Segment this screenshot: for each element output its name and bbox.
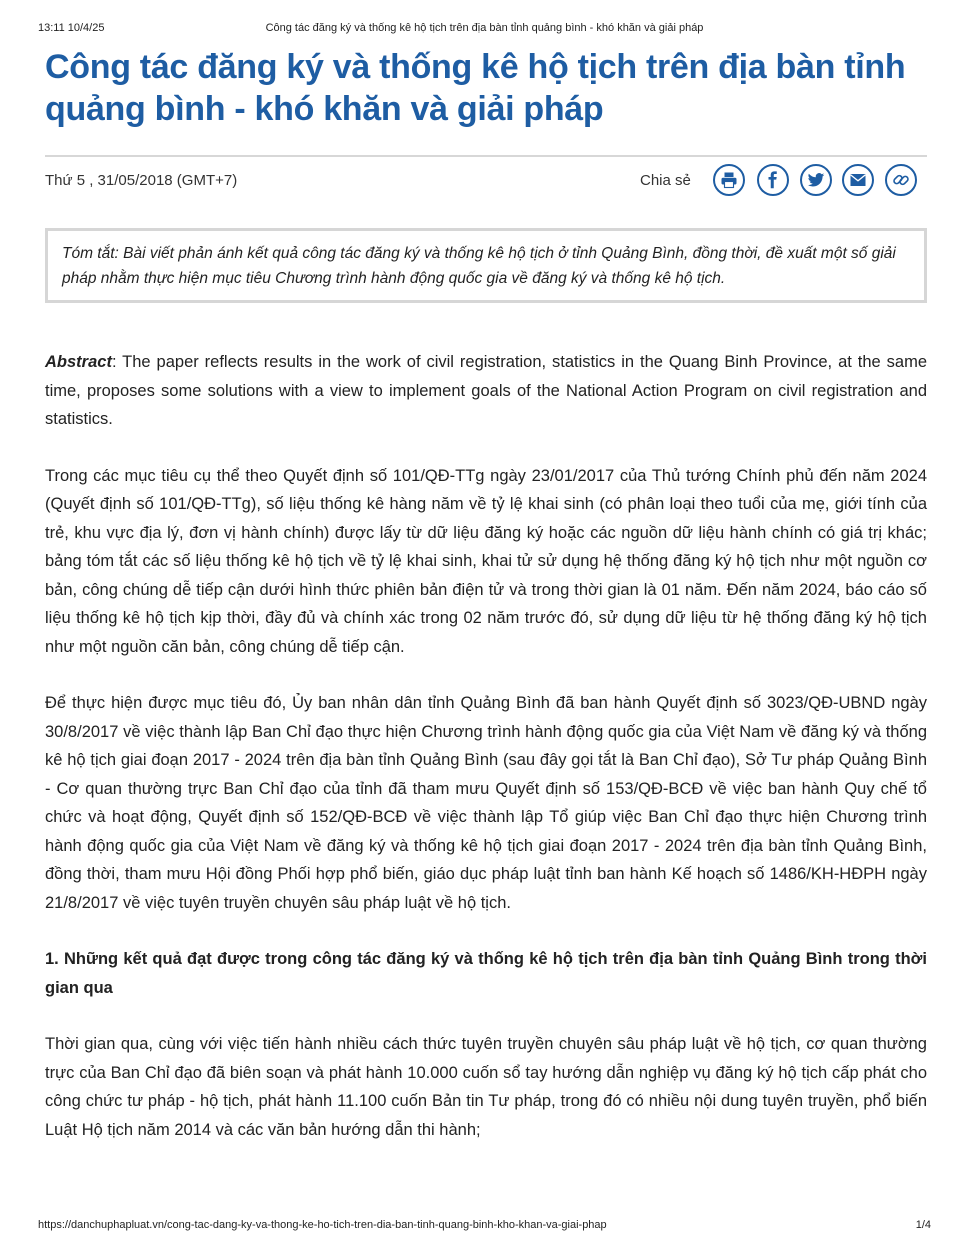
- print-title: Công tác đăng ký và thống kê hộ tịch trên địa bàn tỉnh quảng bình - khó khăn và giải pháp: [265, 22, 704, 34]
- share-label: Chia sẻ: [640, 172, 691, 189]
- print-footer: [38, 1219, 931, 1233]
- title-divider: [45, 155, 927, 157]
- article-date: Thứ 5 , 31/05/2018 (GMT+7): [45, 172, 238, 189]
- print-header: [38, 22, 931, 36]
- body-paragraph-1: Trong các mục tiêu cụ thể theo Quyết định số 101/QĐ-TTg ngày 23/01/2017 của Thủ tướng Chính phủ đến năm 2024 (Quyết định số 101/QĐ-TTg), số liệu thống kê hàng năm về tỷ lệ khai sinh (có phân loại theo tuổi của mẹ, giới tính của trẻ, khu vực địa lý, đơn vị hành chính) được lấy từ dữ liệu đăng ký hoặc các nguồn dữ liệu hành chính có giá trị khác; bảng tóm tắt các số liệu thống kê hộ tịch về tỷ lệ khai sinh, khai tử sử dụng hệ thống đăng ký hộ tịch như một nguồn cơ bản, công chúng dễ tiếp cận dưới hình thức phiên bản điện tử và trong thời gian là 01 năm. Đến năm 2024, báo cáo số liệu thống kê hộ tịch kịp thời, đầy đủ và chính xác trong 02 năm trước đó, sử dụng dữ liệu từ hệ thống đăng ký hộ tịch như một nguồn căn bản, công chúng dễ tiếp cận.: [45, 466, 927, 656]
- email-icon: [849, 171, 867, 189]
- abstract-label: Abstract: [45, 353, 112, 371]
- abstract-paragraph: [45, 348, 927, 434]
- article-body: [45, 348, 927, 1172]
- article-summary: Tóm tắt: Bài viết phản ánh kết quả công tác đăng ký và thống kê hộ tịch ở tỉnh Quảng Bình, đồng thời, đề xuất một số giải pháp nhằm thực hiện mục tiêu Chương trình hành động quốc gia về đăng ký và thống kê hộ tịch.: [45, 228, 927, 303]
- body-paragraph-3: Thời gian qua, cùng với việc tiến hành nhiều cách thức tuyên truyền chuyên sâu pháp luật về hộ tịch, cơ quan thường trực của Ban Chỉ đạo đã biên soạn và phát hành 10.000 cuốn sổ tay hướng dẫn nghiệp vụ đăng ký hộ tịch cấp phát cho công chức tư pháp - hộ tịch, phát hành 11.100 cuốn Bản tin Tư pháp, trong đó có nhiều nội dung tuyên truyền, phổ biến Luật Hộ tịch năm 2014 và các văn bản hướng dẫn thi hành;: [45, 1035, 927, 1139]
- twitter-share-button[interactable]: [800, 164, 832, 196]
- print-button[interactable]: [713, 164, 745, 196]
- print-timestamp: 13:11 10/4/25: [38, 22, 105, 34]
- email-share-button[interactable]: [842, 164, 874, 196]
- page-url: https://danchuphapluat.vn/cong-tac-dang-ky-va-thong-ke-ho-tich-tren-dia-ban-tinh-quang-binh-kho-khan-va-giai-phap: [38, 1219, 607, 1231]
- page-number: 1/4: [915, 1219, 931, 1231]
- twitter-icon: [807, 171, 825, 189]
- facebook-icon: [764, 171, 782, 189]
- print-icon: [720, 171, 738, 189]
- section-heading-1: 1. Những kết quả đạt được trong công tác đăng ký và thống kê hộ tịch trên địa bàn tỉnh Quảng Bình trong thời gian qua: [45, 950, 927, 997]
- copy-link-button[interactable]: [885, 164, 917, 196]
- facebook-share-button[interactable]: [757, 164, 789, 196]
- abstract-text: : The paper reflects results in the work of civil registration, statistics in the Quang Binh Province, at the same time, proposes some solutions with a view to implement goals of the National Action Program on civil registration and statistics.: [45, 353, 927, 428]
- body-paragraph-2: Để thực hiện được mục tiêu đó, Ủy ban nhân dân tỉnh Quảng Bình đã ban hành Quyết định số 3023/QĐ-UBND ngày 30/8/2017 về việc thành lập Ban Chỉ đạo thực hiện Chương trình hành động quốc gia của Việt Nam về đăng ký và thống kê hộ tịch giai đoạn 2017 - 2024 trên địa bàn tỉnh Quảng Bình (sau đây gọi tắt là Ban Chỉ đạo), Sở Tư pháp Quảng Bình - Cơ quan thường trực Ban Chỉ đạo của tỉnh đã tham mưu Quyết định số 153/QĐ-BCĐ về việc ban hành Quy chế tổ chức và hoạt động, Quyết định số 152/QĐ-BCĐ về việc thành lập Tổ giúp việc Ban Chỉ đạo thực hiện Chương trình hành động quốc gia của Việt Nam về đăng ký và thống kê hộ tịch giai đoạn 2017 - 2024 trên địa bàn tỉnh Quảng Bình, đồng thời, tham mưu Hội đồng Phối hợp phổ biến, giáo dục pháp luật tỉnh ban hành Kế hoạch số 1486/KH-HĐPH ngày 21/8/2017 về việc tuyên truyền chuyên sâu pháp luật về hộ tịch.: [45, 694, 927, 912]
- article-title: Công tác đăng ký và thống kê hộ tịch trên địa bàn tỉnh quảng bình - khó khăn và giải pháp: [45, 48, 906, 128]
- link-icon: [892, 171, 910, 189]
